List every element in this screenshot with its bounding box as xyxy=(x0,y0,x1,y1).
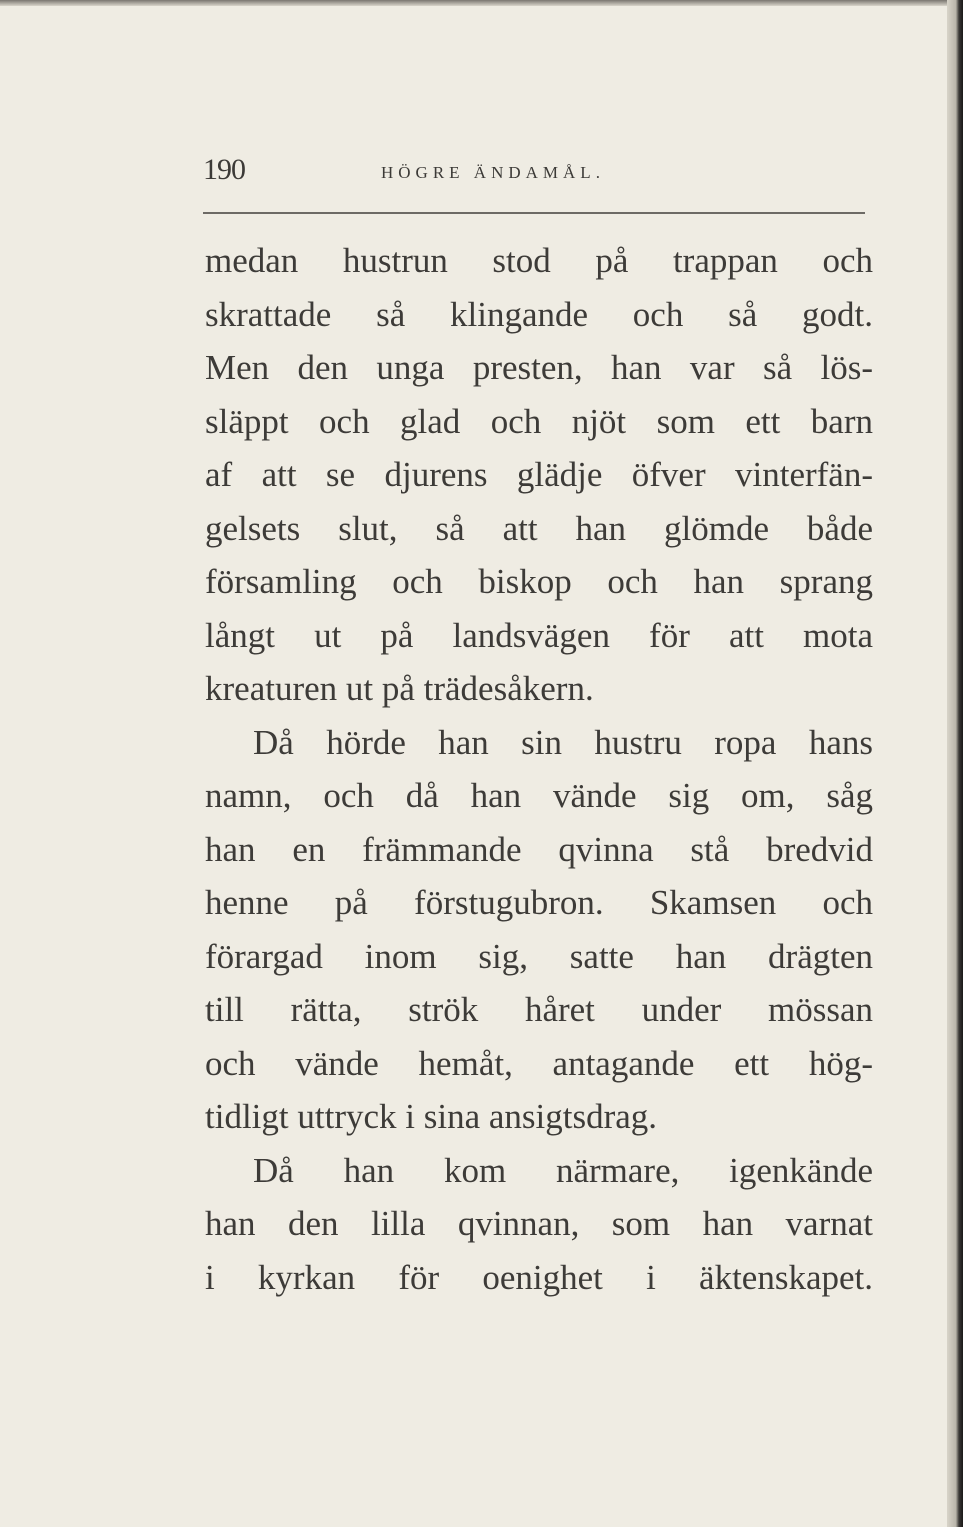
text-line: släppt och glad och njöt som ett barn xyxy=(205,401,873,441)
header-rule xyxy=(203,212,865,214)
running-head xyxy=(203,153,873,193)
text-line: han den lilla qvinnan, som han varnat xyxy=(205,1204,873,1243)
text-line: långt ut på landsvägen för att mota xyxy=(205,615,873,655)
text-line: kreaturen ut på trädesåkern. xyxy=(205,669,594,708)
running-title: HÖGRE ÄNDAMÅL. xyxy=(381,163,605,182)
body-text xyxy=(205,234,873,1304)
page-number: 190 xyxy=(203,153,245,186)
text-line: och vände hemåt, antagande ett hög- xyxy=(205,1043,873,1083)
text-line: Då han kom närmare, igenkände xyxy=(253,1150,873,1190)
text-line: förargad inom sig, satte han drägten xyxy=(205,936,873,976)
text-line: till rätta, strök håret under mössan xyxy=(205,990,873,1029)
text-line: namn, och då han vände sig om, såg xyxy=(205,776,873,815)
page-top-edge xyxy=(0,0,963,6)
text-line: medan hustrun stod på trappan och xyxy=(205,241,873,280)
text-line: i kyrkan för oenighet i äktenskapet. xyxy=(205,1257,873,1297)
text-line: församling och biskop och han sprang xyxy=(205,562,873,601)
text-line: Då hörde han sin hustru ropa hans xyxy=(253,722,873,762)
text-line: han en främmande qvinna stå bredvid xyxy=(205,829,873,869)
page-binding-edge xyxy=(947,0,963,1527)
text-line: af att se djurens glädje öfver vinterfän- xyxy=(205,455,873,494)
text-line: gelsets slut, så att han glömde både xyxy=(205,508,873,548)
text-line: henne på förstugubron. Skamsen och xyxy=(205,883,873,922)
text-line: skrattade så klingande och så godt. xyxy=(205,294,873,334)
text-line: Men den unga presten, han var så lös- xyxy=(205,348,873,387)
text-line: tidligt uttryck i sina ansigtsdrag. xyxy=(205,1097,658,1136)
